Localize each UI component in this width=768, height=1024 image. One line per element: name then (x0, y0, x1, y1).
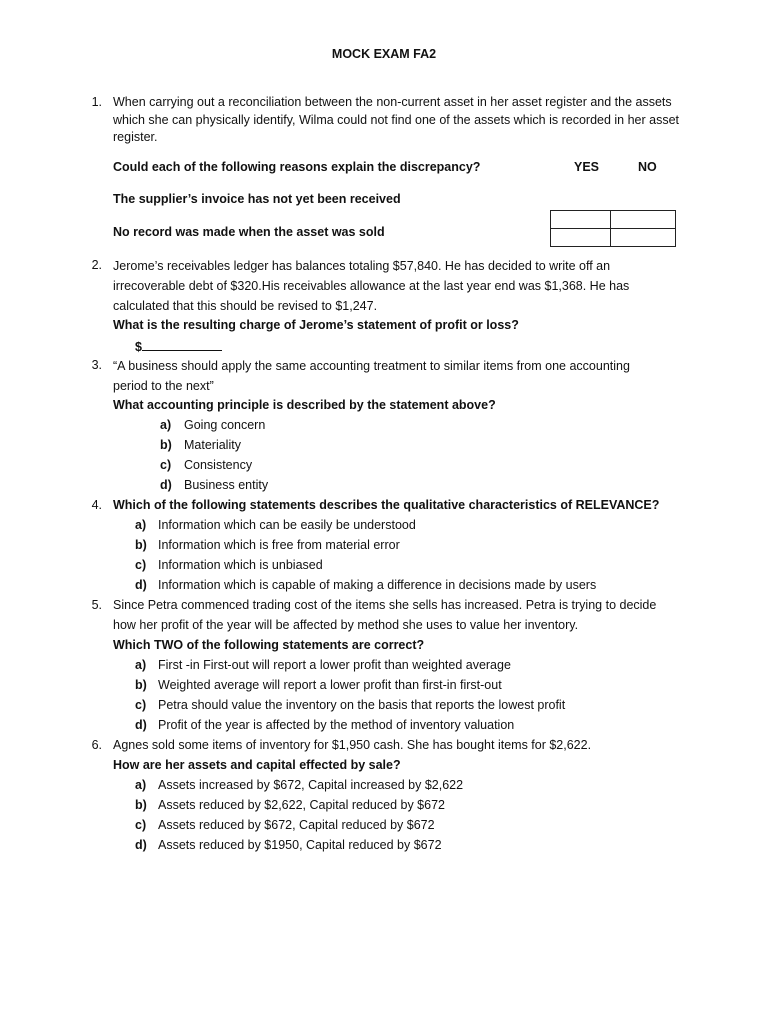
option-text[interactable]: Consistency (184, 458, 253, 472)
currency-symbol: $ (135, 340, 142, 354)
question-text: When carrying out a reconciliation between the non-current asset in her asset register and the assets which she can physically identify, Wilma could not find one of the assets which is recorded in her asset register. (113, 95, 680, 144)
option-text[interactable]: Assets increased by $672, Capital increased by $2,622 (158, 778, 464, 792)
question-number: 5. (91, 598, 102, 612)
answer-blank[interactable] (142, 338, 222, 351)
question-prompt: Could each of the following reasons explain the discrepancy? (113, 160, 481, 174)
option-letter: d) (135, 838, 147, 852)
reason-item: The supplier’s invoice has not yet been received (113, 192, 401, 206)
question-prompt: How are her assets and capital effected by sale? (113, 758, 401, 772)
answer-cell-yes[interactable] (551, 229, 611, 247)
option-text[interactable]: Going concern (184, 418, 266, 432)
question-prompt: Which of the following statements describes the qualitative characteristics of RELEVANCE? (113, 498, 660, 512)
option-text[interactable]: Materiality (184, 438, 241, 452)
option-text[interactable]: Petra should value the inventory on the basis that reports the lowest profit (158, 698, 566, 712)
question-text: “A business should apply the same accounting treatment to similar items from one accounting period to the next” (113, 359, 630, 393)
question-text-line: Since Petra commenced trading cost of the items she sells has increased. Petra is trying to decide (113, 598, 657, 612)
answer-cell-no[interactable] (611, 229, 676, 247)
option-letter: d) (135, 578, 147, 592)
question-number: 3. (91, 358, 102, 372)
question-number: 1. (91, 95, 102, 109)
option-letter: d) (160, 478, 172, 492)
answer-line[interactable] (135, 338, 222, 354)
question-text: Agnes sold some items of inventory for $1,950 cash. She has bought items for $2,622. (113, 738, 592, 752)
question-prompt: What is the resulting charge of Jerome’s statement of profit or loss? (113, 318, 519, 332)
option-text[interactable]: Business entity (184, 478, 269, 492)
option-letter: c) (135, 698, 147, 712)
option-letter: b) (135, 678, 147, 692)
answer-cell-yes[interactable] (551, 211, 611, 229)
column-header-yes: YES (574, 160, 600, 174)
option-letter: c) (160, 458, 172, 472)
option-letter: c) (135, 818, 147, 832)
option-letter: b) (135, 798, 147, 812)
option-letter: d) (135, 718, 147, 732)
option-letter: a) (160, 418, 172, 432)
question-prompt: What accounting principle is described by the statement above? (113, 398, 496, 412)
page-title: MOCK EXAM FA2 (331, 47, 437, 61)
option-letter: b) (135, 538, 147, 552)
option-letter: a) (135, 518, 147, 532)
question-prompt: Which TWO of the following statements are correct? (113, 638, 425, 652)
reason-item: No record was made when the asset was sold (113, 225, 385, 239)
option-text[interactable]: Weighted average will report a lower profit than first-in first-out (158, 678, 502, 692)
question-number: 2. (91, 258, 102, 272)
option-text[interactable]: Assets reduced by $2,622, Capital reduced by $672 (158, 798, 445, 812)
option-text[interactable]: Assets reduced by $1950, Capital reduced by $672 (158, 838, 442, 852)
question-number: 4. (91, 498, 102, 512)
option-text[interactable]: Information which is free from material error (158, 538, 400, 552)
option-letter: a) (135, 778, 147, 792)
option-letter: a) (135, 658, 147, 672)
option-text[interactable]: Profit of the year is affected by the method of inventory valuation (158, 718, 515, 732)
option-text[interactable]: First -in First-out will report a lower profit than weighted average (158, 658, 511, 672)
question-text-line: how her profit of the year will be affected by method she uses to value her inventory. (113, 618, 579, 632)
option-letter: b) (160, 438, 172, 452)
option-text[interactable]: Assets reduced by $672, Capital reduced by $672 (158, 818, 435, 832)
answer-cell-no[interactable] (611, 211, 676, 229)
column-header-no: NO (638, 160, 657, 174)
option-text[interactable]: Information which is unbiased (158, 558, 323, 572)
option-letter: c) (135, 558, 147, 572)
answer-grid (550, 210, 676, 247)
question-number: 6. (91, 738, 102, 752)
option-text[interactable]: Information which can be easily be understood (158, 518, 416, 532)
option-text[interactable]: Information which is capable of making a difference in decisions made by users (158, 578, 597, 592)
question-text: Jerome’s receivables ledger has balances totaling $57,840. He has decided to write off an irrecoverable debt of $320.His receivables allowance at the last year end was $1,368. He has calculated that this should be revised to $1,247. (113, 259, 630, 313)
